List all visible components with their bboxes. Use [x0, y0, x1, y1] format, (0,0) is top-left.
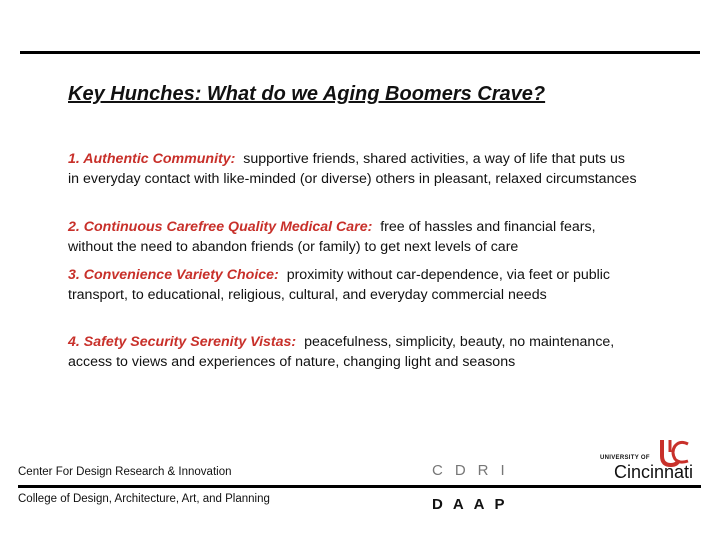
- uc-logo: [600, 438, 700, 484]
- hunch-item: [68, 266, 638, 305]
- uc-logo-text: Cincinnati: [614, 462, 694, 482]
- hunch-heading: 1. Authentic Community:: [68, 151, 236, 167]
- page-title: Key Hunches: What do we Aging Boomers Crave?: [68, 83, 546, 105]
- hunch-heading: 4. Safety Security Serenity Vistas:: [68, 334, 297, 350]
- footer-divider: [18, 485, 701, 488]
- hunch-item: [68, 333, 638, 372]
- hunch-heading: 3. Convenience Variety Choice:: [68, 267, 279, 283]
- hunch-text: peacefulness, simplicity, beauty, no maintenance, access to views and experiences of nature, changing light and seasons: [68, 334, 615, 370]
- footer-center-name: Center For Design Research & Innovation: [18, 466, 232, 478]
- daap-logo: DAAP: [432, 496, 515, 513]
- cdri-logo: CDRI: [432, 462, 517, 479]
- hunch-text: proximity without car-dependence, via feet or public transport, to educational, religious, cultural, and everyday commercial needs: [68, 267, 611, 303]
- top-divider: [20, 51, 700, 54]
- hunch-text: free of hassles and financial fears, without the need to abandon friends (or family) to get next levels of care: [68, 219, 596, 255]
- hunch-heading: 2. Continuous Carefree Quality Medical Care:: [68, 219, 373, 235]
- hunch-item: [68, 218, 638, 257]
- hunch-item: [68, 150, 638, 189]
- footer-college-name: College of Design, Architecture, Art, and Planning: [18, 493, 270, 505]
- uc-logo-small-text: UNIVERSITY OF: [600, 455, 650, 461]
- hunch-text: supportive friends, shared activities, a way of life that puts us in everyday contact with like-minded (or diverse) others in pleasant, relaxed circumstances: [68, 151, 637, 187]
